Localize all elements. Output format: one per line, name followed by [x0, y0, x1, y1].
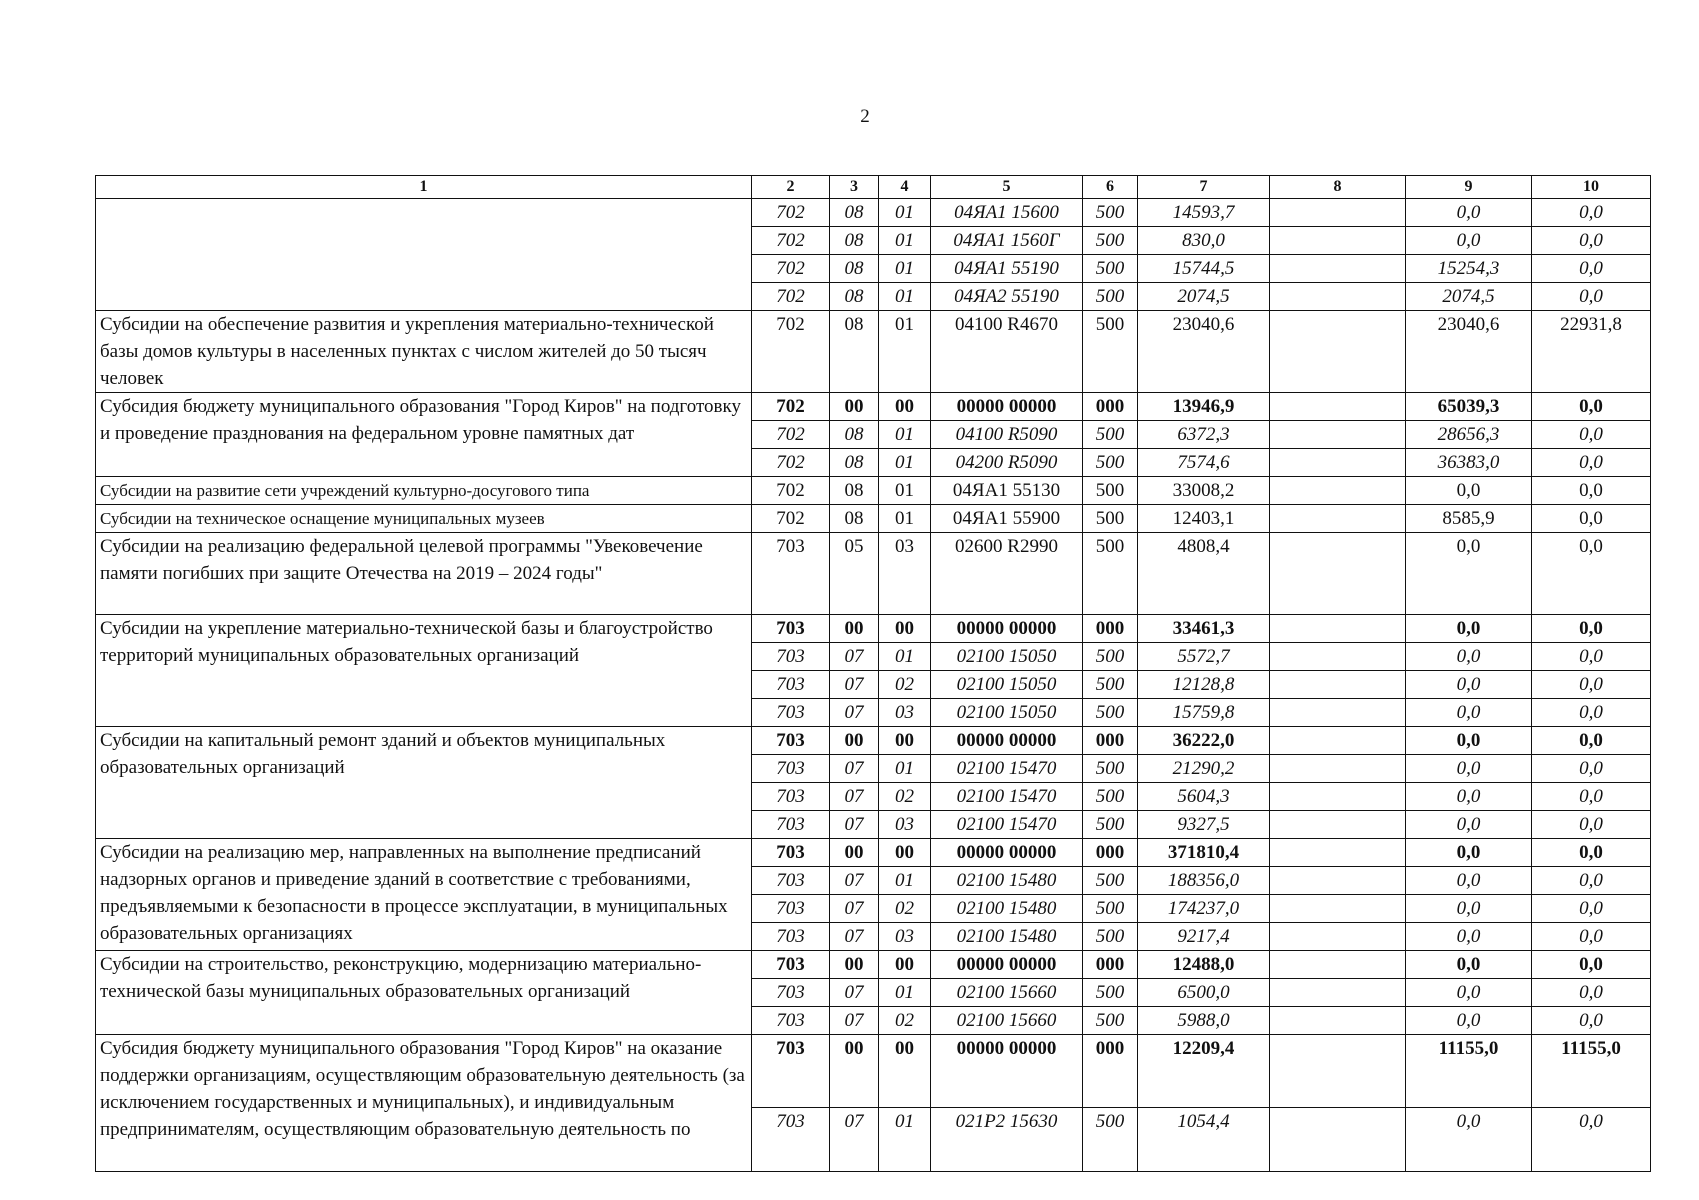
cell-amount-col10: 0,0	[1532, 643, 1651, 671]
cell-target-article-code: 04100 R4670	[931, 311, 1083, 393]
cell-subsection-code: 00	[879, 727, 931, 755]
cell-subsection-code: 00	[879, 1035, 931, 1108]
cell-amount-col9: 11155,0	[1406, 1035, 1532, 1108]
cell-amount-col8	[1270, 449, 1406, 477]
cell-admin-code: 702	[752, 311, 830, 393]
cell-expense-type-code: 500	[1083, 811, 1138, 839]
cell-admin-code: 702	[752, 283, 830, 311]
cell-section-code: 08	[830, 283, 879, 311]
cell-amount-col10: 0,0	[1532, 839, 1651, 867]
cell-subsection-code: 01	[879, 755, 931, 783]
cell-admin-code: 702	[752, 449, 830, 477]
cell-section-code: 00	[830, 1035, 879, 1108]
row-description: Субсидии на техническое оснащение муниципальных музеев	[96, 505, 752, 533]
cell-target-article-code: 04ЯА1 1560Г	[931, 227, 1083, 255]
table-row	[96, 311, 1651, 393]
cell-subsection-code: 01	[879, 283, 931, 311]
cell-section-code: 07	[830, 979, 879, 1007]
cell-amount-col9: 0,0	[1406, 839, 1532, 867]
cell-amount-col9: 0,0	[1406, 227, 1532, 255]
cell-amount-col8	[1270, 283, 1406, 311]
cell-amount-col8	[1270, 393, 1406, 421]
cell-amount-col8	[1270, 615, 1406, 643]
cell-target-article-code: 02600 R2990	[931, 533, 1083, 615]
cell-target-article-code: 02100 15480	[931, 895, 1083, 923]
cell-amount-col10: 0,0	[1532, 477, 1651, 505]
cell-amount-col9: 0,0	[1406, 727, 1532, 755]
cell-amount-col9: 0,0	[1406, 671, 1532, 699]
cell-amount-col7: 12488,0	[1138, 951, 1270, 979]
cell-admin-code: 703	[752, 1108, 830, 1172]
cell-subsection-code: 01	[879, 199, 931, 227]
cell-amount-col7: 14593,7	[1138, 199, 1270, 227]
cell-amount-col7: 12403,1	[1138, 505, 1270, 533]
cell-target-article-code: 00000 00000	[931, 615, 1083, 643]
cell-target-article-code: 02100 15470	[931, 783, 1083, 811]
cell-amount-col8	[1270, 643, 1406, 671]
cell-amount-col8	[1270, 1108, 1406, 1172]
cell-expense-type-code: 000	[1083, 839, 1138, 867]
cell-expense-type-code: 500	[1083, 671, 1138, 699]
cell-amount-col10: 0,0	[1532, 671, 1651, 699]
cell-amount-col10: 0,0	[1532, 421, 1651, 449]
cell-expense-type-code: 500	[1083, 421, 1138, 449]
cell-expense-type-code: 500	[1083, 699, 1138, 727]
cell-amount-col9: 15254,3	[1406, 255, 1532, 283]
cell-admin-code: 702	[752, 227, 830, 255]
cell-section-code: 08	[830, 505, 879, 533]
cell-expense-type-code: 000	[1083, 951, 1138, 979]
cell-expense-type-code: 500	[1083, 1007, 1138, 1035]
cell-amount-col7: 5988,0	[1138, 1007, 1270, 1035]
cell-expense-type-code: 500	[1083, 477, 1138, 505]
cell-subsection-code: 01	[879, 505, 931, 533]
cell-admin-code: 703	[752, 783, 830, 811]
cell-amount-col7: 6372,3	[1138, 421, 1270, 449]
cell-admin-code: 703	[752, 643, 830, 671]
cell-amount-col10: 0,0	[1532, 783, 1651, 811]
cell-expense-type-code: 500	[1083, 283, 1138, 311]
table-row	[96, 1035, 1651, 1108]
column-header-8: 8	[1270, 176, 1406, 199]
cell-target-article-code: 021P2 15630	[931, 1108, 1083, 1172]
cell-amount-col7: 188356,0	[1138, 867, 1270, 895]
cell-expense-type-code: 000	[1083, 393, 1138, 421]
cell-section-code: 07	[830, 895, 879, 923]
cell-target-article-code: 00000 00000	[931, 951, 1083, 979]
cell-target-article-code: 00000 00000	[931, 1035, 1083, 1108]
cell-subsection-code: 02	[879, 895, 931, 923]
cell-amount-col9: 0,0	[1406, 533, 1532, 615]
cell-expense-type-code: 500	[1083, 643, 1138, 671]
cell-section-code: 08	[830, 255, 879, 283]
cell-expense-type-code: 500	[1083, 923, 1138, 951]
cell-amount-col10: 0,0	[1532, 811, 1651, 839]
cell-admin-code: 703	[752, 811, 830, 839]
cell-section-code: 08	[830, 477, 879, 505]
cell-admin-code: 703	[752, 755, 830, 783]
cell-target-article-code: 00000 00000	[931, 839, 1083, 867]
cell-subsection-code: 03	[879, 533, 931, 615]
cell-amount-col7: 13946,9	[1138, 393, 1270, 421]
cell-target-article-code: 02100 15050	[931, 643, 1083, 671]
cell-subsection-code: 00	[879, 839, 931, 867]
cell-admin-code: 702	[752, 255, 830, 283]
cell-amount-col9: 0,0	[1406, 199, 1532, 227]
cell-amount-col7: 7574,6	[1138, 449, 1270, 477]
cell-subsection-code: 01	[879, 227, 931, 255]
cell-amount-col8	[1270, 923, 1406, 951]
cell-amount-col7: 4808,4	[1138, 533, 1270, 615]
cell-amount-col10: 22931,8	[1532, 311, 1651, 393]
cell-admin-code: 703	[752, 1007, 830, 1035]
cell-amount-col7: 15759,8	[1138, 699, 1270, 727]
cell-amount-col10: 0,0	[1532, 1007, 1651, 1035]
cell-section-code: 07	[830, 643, 879, 671]
cell-amount-col10: 0,0	[1532, 283, 1651, 311]
cell-section-code: 00	[830, 839, 879, 867]
cell-target-article-code: 04ЯА2 55190	[931, 283, 1083, 311]
cell-amount-col9: 0,0	[1406, 1007, 1532, 1035]
cell-subsection-code: 01	[879, 255, 931, 283]
cell-admin-code: 703	[752, 615, 830, 643]
cell-amount-col7: 12128,8	[1138, 671, 1270, 699]
cell-amount-col8	[1270, 839, 1406, 867]
cell-admin-code: 702	[752, 199, 830, 227]
cell-amount-col9: 8585,9	[1406, 505, 1532, 533]
cell-admin-code: 703	[752, 923, 830, 951]
cell-expense-type-code: 000	[1083, 727, 1138, 755]
cell-amount-col10: 0,0	[1532, 449, 1651, 477]
cell-admin-code: 703	[752, 839, 830, 867]
cell-subsection-code: 02	[879, 671, 931, 699]
row-description: Субсидии на реализацию федеральной целевой программы "Увековечение памяти погибших при защите Отечества на 2019 – 2024 годы"	[96, 533, 752, 615]
table-row	[96, 727, 1651, 755]
cell-amount-col7: 6500,0	[1138, 979, 1270, 1007]
cell-expense-type-code: 500	[1083, 449, 1138, 477]
cell-admin-code: 702	[752, 393, 830, 421]
cell-amount-col7: 33008,2	[1138, 477, 1270, 505]
cell-subsection-code: 01	[879, 477, 931, 505]
table-row	[96, 615, 1651, 643]
cell-amount-col8	[1270, 533, 1406, 615]
cell-target-article-code: 00000 00000	[931, 393, 1083, 421]
cell-amount-col9: 0,0	[1406, 979, 1532, 1007]
cell-amount-col10: 0,0	[1532, 505, 1651, 533]
cell-admin-code: 703	[752, 979, 830, 1007]
cell-amount-col9: 0,0	[1406, 615, 1532, 643]
cell-amount-col9: 0,0	[1406, 811, 1532, 839]
cell-amount-col9: 0,0	[1406, 477, 1532, 505]
cell-target-article-code: 04ЯА1 55900	[931, 505, 1083, 533]
cell-subsection-code: 02	[879, 1007, 931, 1035]
cell-amount-col10: 11155,0	[1532, 1035, 1651, 1108]
cell-amount-col10: 0,0	[1532, 393, 1651, 421]
table-row	[96, 839, 1651, 867]
column-header-7: 7	[1138, 176, 1270, 199]
cell-amount-col7: 174237,0	[1138, 895, 1270, 923]
cell-target-article-code: 00000 00000	[931, 727, 1083, 755]
cell-amount-col8	[1270, 811, 1406, 839]
cell-amount-col7: 5572,7	[1138, 643, 1270, 671]
cell-amount-col9: 0,0	[1406, 895, 1532, 923]
cell-amount-col8	[1270, 699, 1406, 727]
cell-amount-col8	[1270, 755, 1406, 783]
cell-target-article-code: 02100 15480	[931, 923, 1083, 951]
cell-section-code: 00	[830, 393, 879, 421]
cell-amount-col7: 33461,3	[1138, 615, 1270, 643]
cell-target-article-code: 02100 15050	[931, 671, 1083, 699]
cell-amount-col8	[1270, 505, 1406, 533]
cell-expense-type-code: 500	[1083, 867, 1138, 895]
row-description: Субсидии на развитие сети учреждений культурно-досугового типа	[96, 477, 752, 505]
cell-amount-col10: 0,0	[1532, 533, 1651, 615]
cell-subsection-code: 01	[879, 643, 931, 671]
cell-section-code: 07	[830, 811, 879, 839]
cell-amount-col8	[1270, 895, 1406, 923]
table-row	[96, 199, 1651, 227]
column-header-5: 5	[931, 176, 1083, 199]
row-description: Субсидия бюджету муниципального образования "Город Киров" на подготовку и проведение празднования на федеральном уровне памятных дат	[96, 393, 752, 477]
cell-amount-col7: 9327,5	[1138, 811, 1270, 839]
cell-subsection-code: 00	[879, 615, 931, 643]
cell-expense-type-code: 000	[1083, 1035, 1138, 1108]
cell-amount-col9: 0,0	[1406, 923, 1532, 951]
cell-amount-col7: 23040,6	[1138, 311, 1270, 393]
budget-table	[95, 175, 1651, 1172]
cell-admin-code: 703	[752, 951, 830, 979]
cell-section-code: 00	[830, 615, 879, 643]
row-description	[96, 199, 752, 311]
cell-section-code: 00	[830, 727, 879, 755]
cell-target-article-code: 02100 15660	[931, 979, 1083, 1007]
cell-amount-col10: 0,0	[1532, 895, 1651, 923]
row-description: Субсидии на реализацию мер, направленных на выполнение предписаний надзорных органов и приведение зданий в соответствие с требованиями, предъявляемыми к безопасности в процессе эксплуатации, в муниципальных образовательных организациях	[96, 839, 752, 951]
cell-amount-col10: 0,0	[1532, 227, 1651, 255]
cell-amount-col9: 0,0	[1406, 951, 1532, 979]
cell-amount-col7: 830,0	[1138, 227, 1270, 255]
cell-amount-col8	[1270, 727, 1406, 755]
page-number: 2	[860, 106, 870, 127]
cell-amount-col8	[1270, 199, 1406, 227]
cell-amount-col7: 21290,2	[1138, 755, 1270, 783]
cell-admin-code: 703	[752, 671, 830, 699]
cell-section-code: 07	[830, 671, 879, 699]
cell-amount-col7: 2074,5	[1138, 283, 1270, 311]
row-description: Субсидия бюджету муниципального образования "Город Киров" на оказание поддержки организациям, осуществляющим образовательную деятельность (за исключением государственных и муниципальных), и индивидуальным предпринимателям, осуществляющим образовательную деятельность по	[96, 1035, 752, 1172]
cell-subsection-code: 03	[879, 811, 931, 839]
cell-expense-type-code: 500	[1083, 199, 1138, 227]
cell-amount-col9: 0,0	[1406, 1108, 1532, 1172]
cell-amount-col8	[1270, 979, 1406, 1007]
cell-section-code: 07	[830, 755, 879, 783]
cell-admin-code: 702	[752, 421, 830, 449]
cell-amount-col9: 0,0	[1406, 783, 1532, 811]
cell-target-article-code: 02100 15660	[931, 1007, 1083, 1035]
cell-target-article-code: 02100 15480	[931, 867, 1083, 895]
table-row	[96, 477, 1651, 505]
cell-amount-col9: 23040,6	[1406, 311, 1532, 393]
cell-amount-col7: 9217,4	[1138, 923, 1270, 951]
cell-section-code: 00	[830, 951, 879, 979]
cell-amount-col9: 0,0	[1406, 867, 1532, 895]
cell-amount-col9: 0,0	[1406, 699, 1532, 727]
cell-expense-type-code: 500	[1083, 979, 1138, 1007]
cell-subsection-code: 01	[879, 449, 931, 477]
table-row	[96, 393, 1651, 421]
cell-amount-col8	[1270, 951, 1406, 979]
cell-subsection-code: 01	[879, 867, 931, 895]
cell-admin-code: 703	[752, 895, 830, 923]
cell-admin-code: 703	[752, 727, 830, 755]
cell-amount-col8	[1270, 311, 1406, 393]
cell-amount-col9: 2074,5	[1406, 283, 1532, 311]
table-body	[96, 176, 1651, 1172]
row-description: Субсидии на укрепление материально-технической базы и благоустройство территорий муниципальных образовательных организаций	[96, 615, 752, 727]
cell-amount-col7: 15744,5	[1138, 255, 1270, 283]
cell-expense-type-code: 500	[1083, 1108, 1138, 1172]
cell-section-code: 07	[830, 867, 879, 895]
cell-admin-code: 702	[752, 477, 830, 505]
cell-expense-type-code: 500	[1083, 311, 1138, 393]
cell-target-article-code: 02100 15470	[931, 755, 1083, 783]
cell-section-code: 05	[830, 533, 879, 615]
cell-subsection-code: 00	[879, 951, 931, 979]
cell-amount-col10: 0,0	[1532, 979, 1651, 1007]
cell-section-code: 07	[830, 783, 879, 811]
cell-subsection-code: 01	[879, 979, 931, 1007]
cell-amount-col10: 0,0	[1532, 1108, 1651, 1172]
cell-target-article-code: 04200 R5090	[931, 449, 1083, 477]
cell-expense-type-code: 500	[1083, 755, 1138, 783]
cell-subsection-code: 03	[879, 923, 931, 951]
cell-amount-col10: 0,0	[1532, 615, 1651, 643]
cell-subsection-code: 00	[879, 393, 931, 421]
cell-amount-col8	[1270, 477, 1406, 505]
cell-section-code: 08	[830, 311, 879, 393]
cell-section-code: 08	[830, 449, 879, 477]
cell-expense-type-code: 500	[1083, 505, 1138, 533]
cell-subsection-code: 02	[879, 783, 931, 811]
cell-target-article-code: 04100 R5090	[931, 421, 1083, 449]
cell-subsection-code: 01	[879, 311, 931, 393]
cell-amount-col10: 0,0	[1532, 727, 1651, 755]
cell-amount-col10: 0,0	[1532, 867, 1651, 895]
cell-expense-type-code: 500	[1083, 255, 1138, 283]
cell-amount-col9: 0,0	[1406, 643, 1532, 671]
cell-expense-type-code: 500	[1083, 783, 1138, 811]
cell-expense-type-code: 500	[1083, 227, 1138, 255]
cell-admin-code: 703	[752, 533, 830, 615]
cell-amount-col9: 0,0	[1406, 755, 1532, 783]
cell-amount-col8	[1270, 227, 1406, 255]
cell-section-code: 07	[830, 1108, 879, 1172]
cell-amount-col9: 28656,3	[1406, 421, 1532, 449]
cell-target-article-code: 04ЯА1 55130	[931, 477, 1083, 505]
cell-section-code: 07	[830, 1007, 879, 1035]
column-header-2: 2	[752, 176, 830, 199]
cell-amount-col8	[1270, 1007, 1406, 1035]
table-row	[96, 533, 1651, 615]
row-description: Субсидии на капитальный ремонт зданий и объектов муниципальных образовательных организаций	[96, 727, 752, 839]
cell-admin-code: 703	[752, 699, 830, 727]
cell-target-article-code: 02100 15050	[931, 699, 1083, 727]
cell-amount-col10: 0,0	[1532, 255, 1651, 283]
cell-section-code: 08	[830, 199, 879, 227]
cell-amount-col8	[1270, 1035, 1406, 1108]
cell-section-code: 07	[830, 699, 879, 727]
column-header-9: 9	[1406, 176, 1532, 199]
cell-section-code: 07	[830, 923, 879, 951]
cell-target-article-code: 02100 15470	[931, 811, 1083, 839]
row-description: Субсидии на строительство, реконструкцию, модернизацию материально-технической базы муниципальных образовательных организаций	[96, 951, 752, 1035]
cell-amount-col7: 12209,4	[1138, 1035, 1270, 1108]
column-header-row	[96, 176, 1651, 199]
column-header-6: 6	[1083, 176, 1138, 199]
cell-subsection-code: 03	[879, 699, 931, 727]
row-description: Субсидии на обеспечение развития и укрепления материально-технической базы домов культуры в населенных пунктах с числом жителей до 50 тысяч человек	[96, 311, 752, 393]
cell-amount-col8	[1270, 867, 1406, 895]
cell-subsection-code: 01	[879, 1108, 931, 1172]
cell-amount-col7: 1054,4	[1138, 1108, 1270, 1172]
cell-amount-col10: 0,0	[1532, 923, 1651, 951]
cell-amount-col10: 0,0	[1532, 199, 1651, 227]
table-row	[96, 505, 1651, 533]
cell-admin-code: 703	[752, 1035, 830, 1108]
cell-section-code: 08	[830, 421, 879, 449]
cell-target-article-code: 04ЯА1 15600	[931, 199, 1083, 227]
cell-amount-col8	[1270, 421, 1406, 449]
cell-admin-code: 702	[752, 505, 830, 533]
cell-expense-type-code: 500	[1083, 895, 1138, 923]
cell-expense-type-code: 000	[1083, 615, 1138, 643]
cell-amount-col7: 371810,4	[1138, 839, 1270, 867]
cell-amount-col10: 0,0	[1532, 951, 1651, 979]
cell-amount-col10: 0,0	[1532, 699, 1651, 727]
column-header-4: 4	[879, 176, 931, 199]
cell-amount-col9: 36383,0	[1406, 449, 1532, 477]
cell-amount-col7: 36222,0	[1138, 727, 1270, 755]
cell-subsection-code: 01	[879, 421, 931, 449]
cell-amount-col8	[1270, 671, 1406, 699]
cell-amount-col7: 5604,3	[1138, 783, 1270, 811]
table-row	[96, 951, 1651, 979]
cell-amount-col8	[1270, 783, 1406, 811]
cell-expense-type-code: 500	[1083, 533, 1138, 615]
cell-amount-col10: 0,0	[1532, 755, 1651, 783]
column-header-1: 1	[96, 176, 752, 199]
cell-amount-col9: 65039,3	[1406, 393, 1532, 421]
cell-target-article-code: 04ЯА1 55190	[931, 255, 1083, 283]
cell-admin-code: 703	[752, 867, 830, 895]
cell-section-code: 08	[830, 227, 879, 255]
column-header-3: 3	[830, 176, 879, 199]
column-header-10: 10	[1532, 176, 1651, 199]
cell-amount-col8	[1270, 255, 1406, 283]
